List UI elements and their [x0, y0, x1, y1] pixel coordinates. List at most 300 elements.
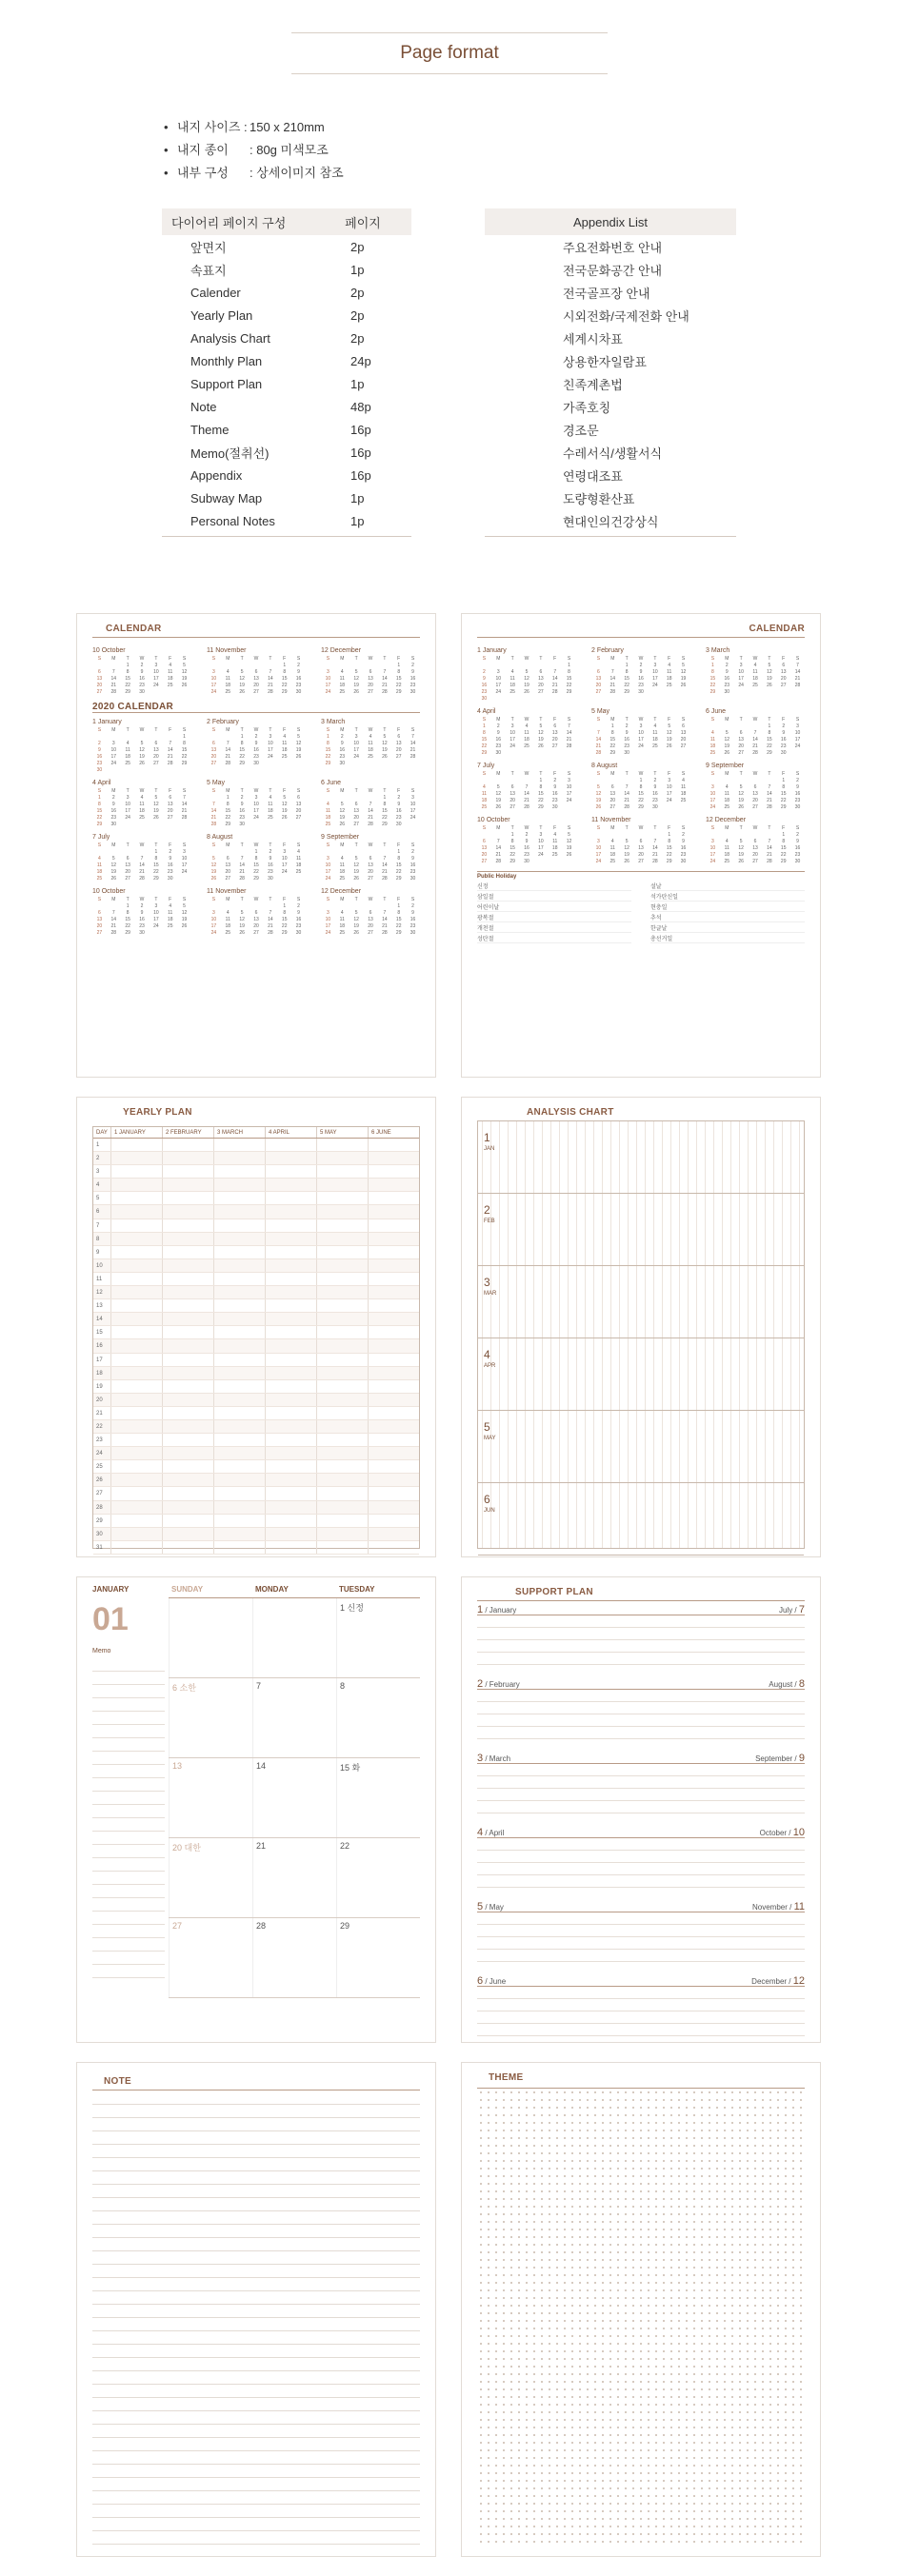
calendar-day: 14 — [524, 791, 529, 797]
yearly-cell — [368, 1380, 419, 1393]
calendar-day-grid — [477, 717, 576, 757]
calendar-day: 10 — [325, 676, 331, 682]
support-left-label — [477, 1827, 504, 1837]
calendar-day: 1 — [711, 663, 714, 668]
calendar-day: 15 — [481, 737, 488, 743]
support-left-month: / January — [483, 1606, 517, 1615]
calendar-day: 14 — [382, 676, 388, 682]
yearly-cell — [265, 1219, 316, 1232]
calendar-day — [335, 663, 350, 669]
calendar-day: 5 — [354, 669, 358, 675]
weekday-letter: S — [410, 727, 415, 733]
calendar-day — [321, 903, 335, 910]
calendar-day: 7 — [383, 856, 387, 862]
support-right-number: 8 — [798, 1678, 805, 1690]
calendar-day: 29 — [225, 822, 231, 827]
calendar-day — [135, 849, 150, 856]
calendar-day: 10 — [210, 676, 217, 682]
calendar-day-grid — [706, 717, 805, 757]
calendar-day: 5 — [354, 910, 358, 916]
monthly-day-cell: 8 — [336, 1678, 420, 1757]
weekday-letter: W — [139, 897, 145, 902]
calendar-month — [591, 647, 690, 703]
appendix-table-header: Appendix List — [485, 208, 736, 235]
calendar-day: 26 — [538, 743, 544, 749]
calendar-day — [350, 761, 364, 767]
yearly-cell — [265, 1528, 316, 1540]
weekday-letter: T — [383, 788, 387, 794]
calendar-day: 2 — [625, 723, 629, 729]
calendar-day: 14 — [410, 741, 416, 746]
calendar-day — [221, 903, 235, 910]
calendar-day: 8 — [397, 910, 401, 916]
note-line — [92, 2371, 420, 2385]
calendar-day: 10 — [181, 856, 188, 862]
calendar-day: 10 — [652, 669, 658, 675]
yearly-cell — [368, 1192, 419, 1204]
spec-value: 150 x 210mm — [250, 120, 325, 134]
monthly-day-cell: 7 — [252, 1678, 336, 1757]
calendar-day: 21 — [368, 815, 373, 821]
calendar-day: 1 — [183, 734, 186, 740]
analysis-month-row — [478, 1266, 804, 1338]
calendar-month — [477, 817, 576, 865]
yearly-cell — [265, 1313, 316, 1325]
calendar-day: 7 — [383, 669, 387, 675]
calendar-day — [620, 832, 634, 839]
calendar-day: 14 — [595, 737, 602, 743]
calendar-day: 24 — [325, 689, 331, 695]
calendar-day: 20 — [96, 923, 103, 929]
calendar-day: 22 — [538, 798, 544, 803]
yearly-cell — [213, 1380, 265, 1393]
calendar-day — [377, 903, 391, 910]
support-plan-preview — [461, 1576, 821, 2043]
calendar-day: 29 — [153, 876, 159, 882]
yearly-cell — [368, 1286, 419, 1298]
calendar-day: 3 — [254, 795, 258, 801]
calendar-day: 26 — [724, 750, 730, 756]
monthly-week-row — [169, 1838, 420, 1918]
calendar-day: 17 — [652, 676, 658, 682]
yearly-cell — [368, 1460, 419, 1473]
calendar-day: 7 — [653, 839, 657, 844]
analysis-month-abbr: MAR — [484, 1291, 497, 1297]
calendar-day — [221, 663, 235, 669]
yearly-cell — [316, 1313, 368, 1325]
calendar-day — [121, 767, 135, 774]
weekday-letter: T — [354, 897, 358, 902]
support-line — [477, 1987, 805, 1999]
calendar-day: 27 — [353, 822, 359, 827]
weekday-letter: S — [482, 717, 487, 723]
calendar-day: 10 — [125, 802, 130, 807]
calendar-day — [149, 767, 163, 774]
calendar-day: 17 — [495, 683, 502, 688]
weekday-letter: T — [739, 717, 743, 723]
weekday-letter: F — [553, 717, 557, 723]
calendar-day: 22 — [181, 754, 188, 760]
calendar-day: 22 — [709, 683, 716, 688]
component-pages: 24p — [350, 353, 371, 368]
calendar-day — [762, 778, 776, 784]
calendar-day: 22 — [225, 815, 231, 821]
calendar-day: 30 — [410, 930, 416, 936]
calendar-day: 29 — [666, 859, 672, 864]
calendar-day: 24 — [210, 930, 217, 936]
weekday-letter: T — [269, 656, 272, 662]
calendar-day: 14 — [767, 791, 772, 797]
calendar-day: 18 — [167, 676, 173, 682]
yearly-row — [93, 1474, 419, 1487]
yearly-row — [93, 1326, 419, 1339]
calendar-day: 5 — [668, 723, 671, 729]
appendix-item: 도량형환산표 — [563, 491, 635, 506]
calendar-day: 17 — [110, 754, 117, 760]
yearly-cell — [110, 1233, 162, 1245]
weekday-letter: F — [397, 842, 401, 848]
table-row — [162, 304, 411, 327]
calendar-day: 15 — [780, 845, 787, 851]
calendar-day: 23 — [239, 815, 245, 821]
analysis-chart-preview — [461, 1097, 821, 1557]
calendar-day: 9 — [553, 784, 557, 790]
calendar-day: 11 — [724, 791, 729, 797]
weekday-letter: W — [524, 717, 529, 723]
calendar-day — [121, 822, 135, 828]
calendar-day: 5 — [383, 734, 387, 740]
calendar-day: 14 — [495, 845, 502, 851]
weekday-letter: F — [283, 842, 287, 848]
calendar-day: 7 — [269, 910, 272, 916]
calendar-day: 12 — [295, 741, 302, 746]
calendar-day: 1 — [510, 832, 514, 838]
calendar-day: 1 — [639, 778, 643, 783]
weekday-letter: F — [397, 897, 401, 902]
weekday-letter: T — [126, 842, 130, 848]
note-line — [92, 2105, 420, 2118]
weekday-letter: S — [410, 788, 415, 794]
calendar-day: 23 — [253, 754, 259, 760]
calendar-day: 12 — [210, 862, 217, 868]
calendar-day-grid — [321, 788, 420, 828]
calendar-day: 9 — [483, 676, 486, 682]
calendar-left-title: CALENDAR — [106, 624, 162, 634]
weekday-letter: M — [610, 717, 615, 723]
yearly-cell — [265, 1434, 316, 1446]
yearly-cell — [162, 1487, 213, 1499]
calendar-day: 11 — [295, 856, 302, 862]
calendar-month — [207, 647, 306, 696]
yearly-day-number: 23 — [96, 1437, 103, 1444]
calendar-day: 8 — [383, 802, 387, 807]
calendar-day: 20 — [738, 743, 744, 749]
calendar-day: 23 — [139, 923, 145, 929]
calendar-day: 6 — [753, 784, 757, 790]
weekday-letter: M — [725, 825, 729, 831]
calendar-day: 10 — [210, 917, 217, 922]
calendar-day: 27 — [752, 859, 758, 864]
calendar-day — [606, 832, 620, 839]
spec-list — [164, 116, 344, 185]
monthly-week-row — [169, 1758, 420, 1838]
yearly-day-number: 25 — [96, 1464, 103, 1471]
calendar-month — [207, 834, 306, 882]
calendar-day — [207, 734, 221, 741]
calendar-day — [648, 689, 662, 696]
calendar-day: 25 — [167, 923, 173, 929]
weekday-letter: F — [283, 897, 287, 902]
calendar-day: 1 — [782, 778, 786, 783]
yearly-cell — [316, 1394, 368, 1406]
yearly-row — [93, 1205, 419, 1219]
calendar-day: 23 — [794, 798, 801, 803]
calendar-day — [107, 663, 121, 669]
memo-line — [92, 1698, 165, 1712]
yearly-cell — [213, 1515, 265, 1527]
calendar-day: 13 — [481, 845, 488, 851]
appendix-item: 전국문화공간 안내 — [563, 263, 663, 278]
yearly-cell — [162, 1447, 213, 1459]
weekday-letter: S — [182, 788, 187, 794]
weekday-letter: S — [97, 727, 102, 733]
calendar-day: 25 — [368, 754, 373, 760]
calendar-day: 20 — [609, 798, 616, 803]
support-line — [477, 1875, 805, 1888]
calendar-day: 27 — [125, 876, 130, 882]
calendar-day: 17 — [666, 791, 672, 797]
calendar-day: 25 — [551, 852, 558, 858]
component-name: 속표지 — [190, 263, 227, 278]
weekday-letter: T — [269, 897, 272, 902]
calendar-day: 13 — [368, 862, 373, 868]
calendar-day-grid — [321, 842, 420, 882]
weekday-letter: M — [725, 717, 729, 723]
calendar-day: 8 — [568, 669, 570, 675]
calendar-day: 30 — [139, 930, 145, 936]
calendar-day: 26 — [281, 815, 288, 821]
calendar-day — [477, 832, 491, 839]
calendar-day: 3 — [183, 849, 186, 855]
weekday-letter: M — [226, 656, 230, 662]
weekday-letter: T — [539, 656, 543, 662]
calendar-day: 24 — [181, 869, 188, 875]
calendar-day: 10 — [666, 784, 672, 790]
calendar-day: 26 — [738, 859, 744, 864]
yearly-cell — [213, 1192, 265, 1204]
calendar-day: 26 — [110, 876, 117, 882]
monthly-day-header — [169, 1585, 420, 1598]
calendar-day: 27 — [738, 750, 744, 756]
calendar-day: 4 — [297, 849, 300, 855]
yearly-cell — [316, 1326, 368, 1338]
calendar-day: 4 — [340, 669, 344, 675]
monthly-day-cell: 6 소한 — [169, 1678, 252, 1757]
calendar-day: 27 — [551, 743, 558, 749]
calendar-day: 10 — [325, 917, 331, 922]
calendar-day: 18 — [339, 923, 346, 929]
calendar-day: 22 — [767, 743, 772, 749]
calendar-day — [350, 849, 364, 856]
support-right-month: October / — [759, 1829, 793, 1837]
calendar-day: 17 — [181, 862, 188, 868]
yearly-row — [93, 1219, 419, 1233]
holiday-item: 총선거일 — [650, 934, 805, 943]
calendar-day: 26 — [295, 754, 302, 760]
calendar-day: 27 — [225, 876, 231, 882]
memo-line — [92, 1752, 165, 1765]
yearly-cell — [110, 1380, 162, 1393]
calendar-day: 21 — [767, 798, 772, 803]
analysis-month-row — [478, 1411, 804, 1483]
calendar-day: 3 — [510, 723, 514, 729]
calendar-day: 22 — [780, 798, 787, 803]
calendar-day-grid — [321, 727, 420, 767]
calendar-day: 28 — [167, 761, 173, 766]
note-line — [92, 2211, 420, 2225]
calendar-day: 22 — [325, 754, 331, 760]
calendar-day: 1 — [397, 663, 401, 668]
yearly-cell — [213, 1541, 265, 1554]
calendar-month-name: 2 February — [591, 647, 624, 654]
calendar-day: 9 — [796, 839, 799, 844]
calendar-day: 4 — [98, 856, 101, 862]
calendar-day — [92, 663, 107, 669]
calendar-day: 24 — [666, 798, 672, 803]
yearly-row — [93, 1420, 419, 1434]
weekday-letter: T — [269, 727, 272, 733]
calendar-day: 30 — [780, 750, 787, 756]
calendar-day: 24 — [738, 683, 744, 688]
calendar-day — [207, 795, 221, 802]
calendar-day: 11 — [325, 808, 331, 814]
header-page-composition: 다이어리 페이지 구성 — [171, 215, 287, 230]
support-right-label — [760, 1827, 805, 1837]
calendar-day: 13 — [96, 917, 103, 922]
support-left-label — [477, 1975, 506, 1986]
calendar-day: 3 — [354, 734, 358, 740]
calendar-day: 4 — [682, 778, 685, 783]
analysis-chart-title: ANALYSIS CHART — [527, 1107, 614, 1118]
yearly-cell — [265, 1420, 316, 1433]
calendar-month-name: 6 June — [706, 708, 727, 715]
calendar-day: 12 — [566, 839, 572, 844]
weekday-letter: S — [97, 897, 102, 902]
calendar-day: 10 — [509, 730, 515, 736]
calendar-day: 27 — [210, 761, 217, 766]
calendar-day: 18 — [509, 683, 515, 688]
yearly-cell — [213, 1313, 265, 1325]
calendar-day — [491, 663, 506, 669]
calendar-day: 8 — [539, 784, 543, 790]
calendar-day: 30 — [295, 930, 302, 936]
calendar-right-title: CALENDAR — [749, 624, 805, 634]
calendar-day: 26 — [624, 859, 629, 864]
weekday-letter: T — [154, 897, 158, 902]
spec-bullet: • — [164, 166, 169, 180]
calendar-day — [676, 750, 690, 757]
calendar-day — [263, 822, 277, 828]
calendar-day: 19 — [353, 869, 359, 875]
support-plan-block — [477, 1678, 805, 1754]
calendar-day: 4 — [169, 903, 172, 909]
calendar-day: 26 — [566, 852, 572, 858]
calendar-day — [706, 723, 720, 730]
calendar-day: 4 — [226, 669, 230, 675]
yearly-day-number: 3 — [96, 1169, 100, 1176]
calendar-day: 29 — [181, 761, 188, 766]
calendar-day: 7 — [496, 839, 500, 844]
calendar-day: 15 — [638, 791, 644, 797]
calendar-day: 27 — [595, 689, 602, 695]
memo-line — [92, 1872, 165, 1885]
calendar-day: 9 — [297, 910, 300, 916]
note-line — [92, 2425, 420, 2438]
calendar-day: 12 — [239, 917, 245, 922]
calendar-day: 14 — [139, 862, 145, 868]
calendar-day: 22 — [153, 869, 159, 875]
note-line — [92, 2451, 420, 2465]
calendar-day: 4 — [653, 723, 657, 729]
support-right-month: December / — [751, 1977, 793, 1986]
calendar-day: 28 — [210, 822, 217, 827]
calendar-day: 24 — [110, 761, 117, 766]
calendar-day: 19 — [181, 676, 188, 682]
calendar-day — [177, 822, 191, 828]
component-name: Theme — [190, 422, 230, 437]
calendar-day: 11 — [168, 910, 173, 916]
yearly-row — [93, 1233, 419, 1246]
weekday-letter: T — [625, 717, 629, 723]
memo-line — [92, 1738, 165, 1752]
calendar-day: 17 — [353, 747, 359, 753]
calendar-day: 11 — [282, 741, 288, 746]
monthly-day-name: SUNDAY — [171, 1585, 204, 1594]
calendar-day: 5 — [725, 730, 729, 736]
calendar-day: 6 — [682, 723, 685, 729]
calendar-day — [562, 750, 576, 757]
support-plan-block — [477, 1753, 805, 1829]
yearly-cell — [368, 1326, 419, 1338]
weekday-letter: T — [539, 771, 543, 777]
note-line — [92, 2318, 420, 2331]
yearly-cell — [316, 1541, 368, 1554]
weekday-letter: F — [782, 656, 786, 662]
weekday-letter: S — [596, 771, 601, 777]
calendar-day: 27 — [368, 689, 373, 695]
note-line — [92, 2185, 420, 2198]
calendar-day-grid — [207, 656, 306, 696]
yearly-cell — [110, 1487, 162, 1499]
holiday-rule — [477, 871, 805, 872]
component-name: Subway Map — [190, 490, 263, 505]
calendar-day: 21 — [382, 683, 388, 688]
yearly-cell — [316, 1165, 368, 1178]
calendar-day: 14 — [382, 917, 388, 922]
calendar-day: 9 — [496, 730, 500, 736]
calendar-day — [506, 750, 520, 757]
calendar-day: 2 — [525, 832, 529, 838]
calendar-day — [377, 761, 391, 767]
calendar-day: 10 — [538, 839, 544, 844]
calendar-day: 27 — [253, 930, 259, 936]
calendar-day — [533, 696, 548, 703]
calendar-day: 11 — [139, 802, 145, 807]
component-name: Memo(절취선) — [190, 446, 270, 461]
calendar-day: 3 — [111, 741, 115, 746]
yearly-cell — [162, 1515, 213, 1527]
calendar-day — [662, 804, 676, 811]
